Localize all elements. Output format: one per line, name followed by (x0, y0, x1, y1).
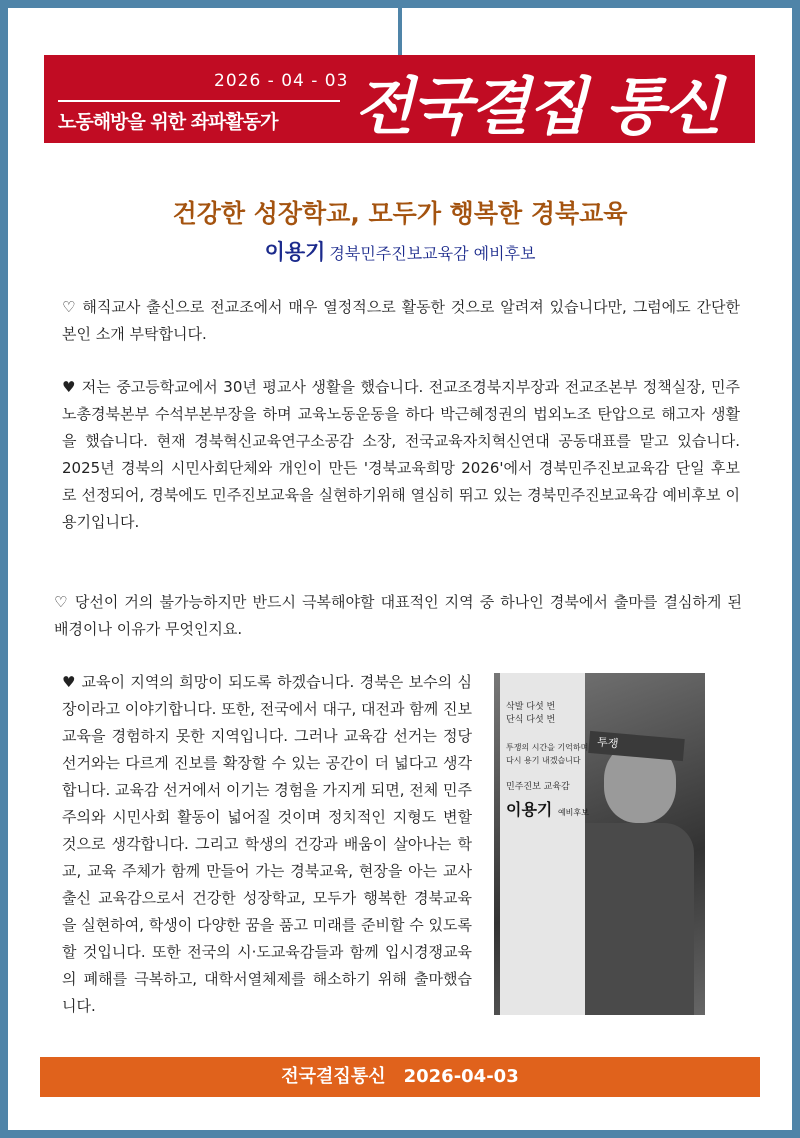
author-name: 이용기 (264, 240, 326, 264)
poster-line: 삭발 다섯 번 (506, 702, 556, 712)
footer-date: 2026-04-03 (403, 1066, 519, 1087)
footer-name: 전국결집통신 (281, 1066, 386, 1087)
article-title: 건강한 성장학교, 모두가 행복한 경북교육 (172, 199, 628, 228)
issue-date: 2026 - 04 - 03 (214, 71, 349, 91)
poster-name-text: 이용기 (506, 800, 553, 819)
masthead-rule (58, 100, 340, 102)
top-divider-line (398, 0, 402, 58)
answer-1: ♥ 저는 중고등학교에서 30년 평교사 생활을 했습니다. 전교조경북지부장과 전교조본부 정책실장, 민주노총경북본부 수석부본부장을 하며 교육노동운동을 하다 박근혜정권의 법외노조 탄압으로 해고자 생활을 했습니다. 현재 경북혁신교육연구소공감 소장, 전국교육자치혁신연대 공동대표를 맡고 있습니다. 2025년 경북의 시민사회단체와 개인이 만든 '경북교육희망 2026'에서 경북민주진보교육감 단일 후보로 선정되어, 경북에도 민주진보교육을 실현하기위해 열심히 뛰고 있는 경북민주진보교육감 예비후보 이용기입니다. (62, 378, 740, 531)
author-role: 경북민주진보교육감 예비후보 (329, 244, 536, 263)
poster-name (506, 797, 589, 820)
poster-role: 예비후보 (557, 808, 589, 817)
byline (0, 236, 800, 266)
question-1: ♡ 해직교사 출신으로 전교조에서 매우 열정적으로 활동한 것으로 알려져 있습니다만, 그럼에도 간단한 본인 소개 부탁합니다. (62, 298, 740, 343)
poster-line: 다시 용기 내겠습니다 (506, 756, 581, 765)
question-2: ♡ 당선이 거의 불가능하지만 반드시 극복해야할 대표적인 지역 중 하나인 경북에서 출마를 결심하게 된 배경이나 이유가 무엇인지요. (54, 593, 742, 638)
poster-line: 단식 다섯 번 (506, 715, 556, 725)
poster-line: 민주진보 교육감 (506, 782, 570, 792)
poster-line: 투쟁의 시간을 기억하며 (506, 743, 589, 752)
headband: 투쟁 (588, 731, 685, 761)
masthead-title: 전국결집 통신 (354, 70, 721, 143)
masthead (44, 55, 755, 143)
footer-bar (40, 1057, 760, 1097)
answer-2: ♥ 교육이 지역의 희망이 되도록 하겠습니다. 경북은 보수의 심장이라고 이야기합니다. 또한, 전국에서 대구, 대전과 함께 진보교육을 경험하지 못한 지역입니다. 그러나 교육감 선거는 정당 선거와는 다르게 진보를 확장할 수 있는 공간이 더 넓다고 생각합니다. 교육감 선거에서 이기는 경험을 가지게 되면, 전체 민주주의와 시민사회 활동이 넓어질 것이며 정치적인 지형도 변할 것으로 생각합니다. 그리고 학생의 건강과 배움이 살아나는 학교, 교육 주체가 함께 만들어 가는 경북교육, 현장을 아는 교사 출신 교육감으로서 건강한 성장학교, 모두가 행복한 경북교육을 실현하여, 학생이 다양한 꿈을 품고 미래를 준비할 수 있도록 할 것입니다. 또한 전국의 시·도교육감들과 함께 입시경쟁교육의 폐해를 극복하고, 대학서열체제를 해소하기 위해 출마했습니다. (62, 673, 472, 1015)
masthead-subtitle: 노동해방을 위한 좌파활동가 (58, 111, 278, 133)
candidate-photo (494, 673, 705, 1015)
